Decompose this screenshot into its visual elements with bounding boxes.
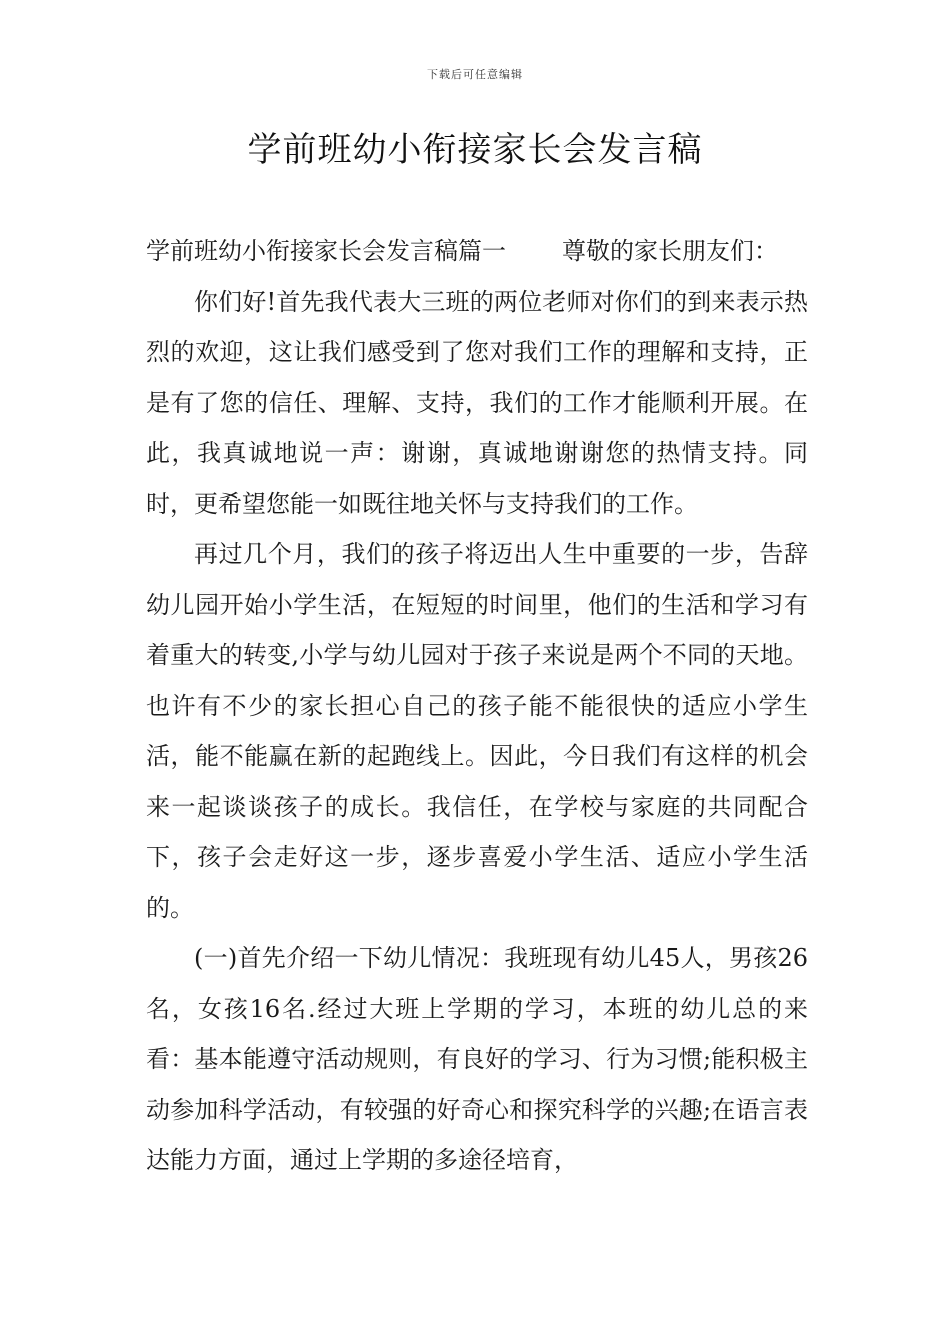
section-heading: 学前班幼小衔接家长会发言稿篇一 — [146, 237, 506, 265]
paragraph-transition: 再过几个月，我们的孩子将迈出人生中重要的一步，告辞幼儿园开始小学生活，在短短的时间里，他们的生活和学习有着重大的转变,小学与幼儿园对于孩子来说是两个不同的天地。也许有不少的家长担心自己的孩子能不能很快的适应小学生活，能不能赢在新的起跑线上。因此，今日我们有这样的机会来一起谈谈孩子的成长。我信任，在学校与家庭的共同配合下，孩子会走好这一步，逐步喜爱小学生活、适应小学生活的。 — [146, 540, 808, 922]
header-note: 下载后可任意编辑 — [427, 68, 523, 81]
paragraph-class-situation: (一)首先介绍一下幼儿情况：我班现有幼儿45人，男孩26名，女孩16名.经过大班上学期的学习，本班的幼儿总的来看：基本能遵守活动规则，有良好的学习、行为习惯;能积极主动参加科学活动，有较强的好奇心和探究科学的兴趣;在语言表达能力方面，通过上学期的多途径培育， — [146, 944, 808, 1174]
document-body — [146, 226, 808, 1186]
document-title: 学前班幼小衔接家长会发言稿 — [247, 130, 703, 170]
salutation: 尊敬的家长朋友们： — [562, 237, 778, 265]
lead-line — [146, 226, 808, 277]
paragraph-welcome: 你们好!首先我代表大三班的两位老师对你们的到来表示热烈的欢迎，这让我们感受到了您对我们工作的理解和支持，正是有了您的信任、理解、支持，我们的工作才能顺利开展。在此，我真诚地说一声：谢谢，真诚地谢谢您的热情支持。同时，更希望您能一如既往地关怀与支持我们的工作。 — [146, 287, 808, 518]
